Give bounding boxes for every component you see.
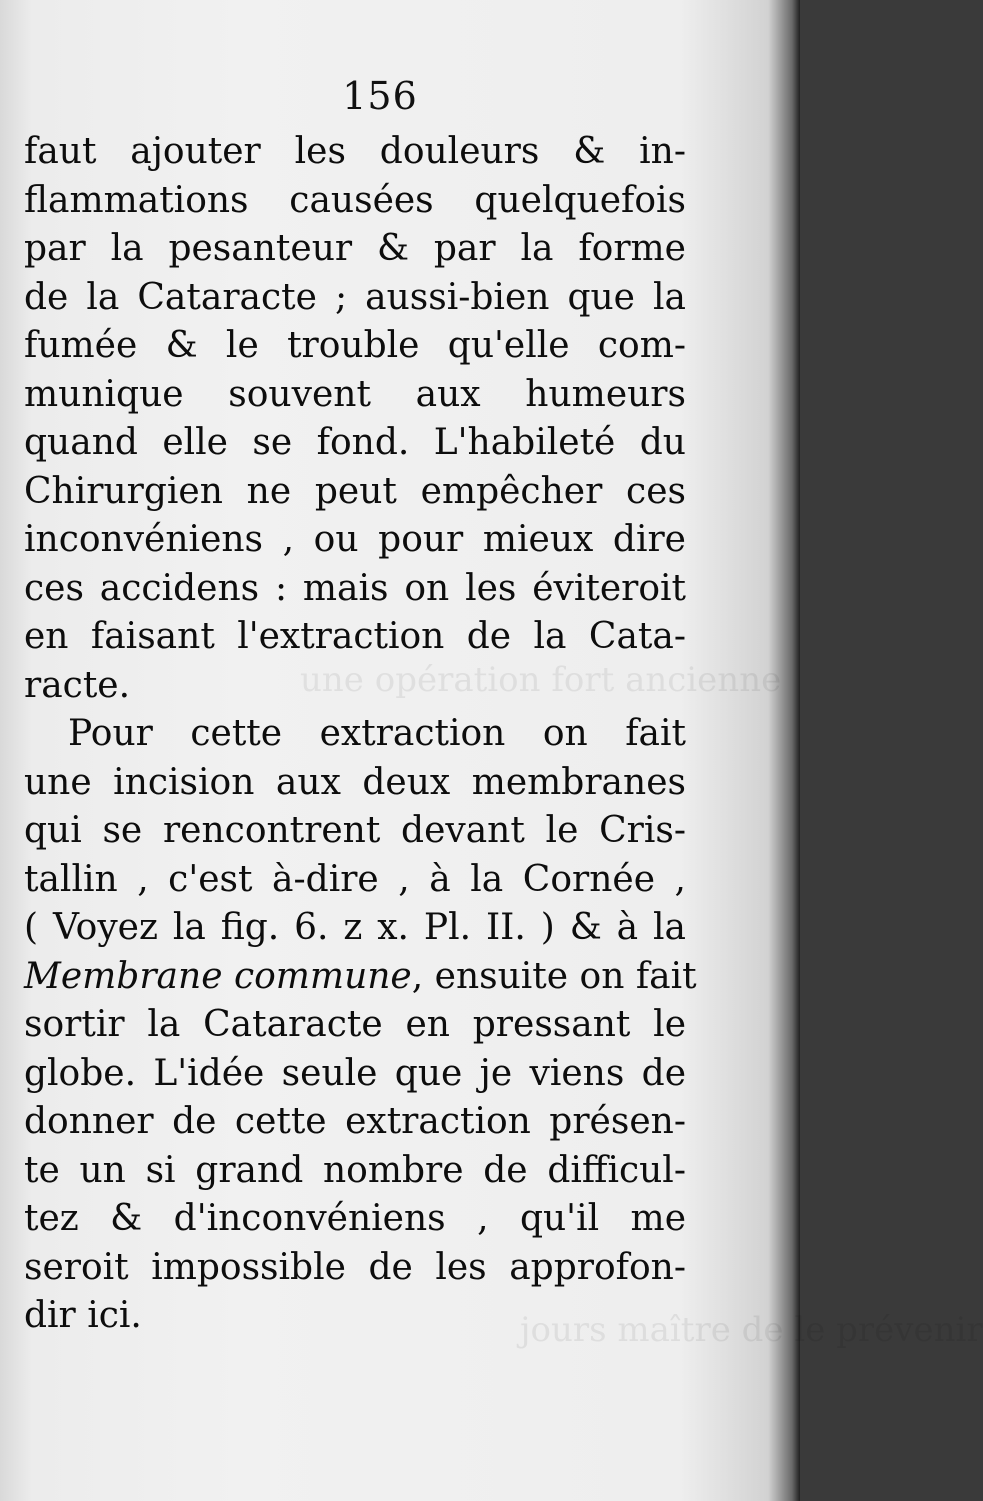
text-line: ( Voyez la fig. 6. z x. Pl. II. ) & à la bbox=[24, 907, 686, 948]
text-line: tallin , c'est à-dire , à la Cornée , bbox=[24, 858, 686, 900]
text-line: une incision aux deux membranes bbox=[24, 761, 686, 803]
show-through-text: jours maître de le prévenir bbox=[520, 1310, 983, 1350]
text-line: quand elle se fond. L'habileté du bbox=[24, 422, 686, 463]
text-line bbox=[24, 953, 697, 1002]
show-through-text: une opération fort ancienne bbox=[300, 660, 782, 700]
text-line: tez & d'inconvéniens , qu'il me bbox=[24, 1198, 686, 1239]
body-text bbox=[24, 128, 697, 1341]
italic-text: Membrane commune bbox=[24, 955, 412, 997]
text-line: inconvéniens , ou pour mieux dire bbox=[24, 519, 686, 560]
text-line: seroit impossible de les approfon- bbox=[24, 1246, 686, 1288]
text-segment: , ensuite on fait bbox=[411, 955, 697, 997]
text-line: Chirurgien ne peut empêcher ces bbox=[24, 470, 686, 512]
text-line: sortir la Cataracte en pressant le bbox=[24, 1004, 686, 1045]
text-line: munique souvent aux humeurs bbox=[24, 373, 686, 415]
text-line: en faisant l'extraction de la Cata- bbox=[24, 616, 686, 657]
text-line: racte. bbox=[24, 664, 131, 706]
text-line: globe. L'idée seule que je viens de bbox=[24, 1052, 686, 1094]
text-line: dir ici. bbox=[24, 1295, 142, 1336]
text-line: ces accidens : mais on les éviteroit bbox=[24, 567, 686, 609]
text-line: qui se rencontrent devant le Cris- bbox=[24, 810, 686, 851]
text-line: par la pesanteur & par la forme bbox=[24, 228, 686, 269]
text-line: Pour cette extraction on fait bbox=[68, 713, 686, 754]
text-line: te un si grand nombre de difficul- bbox=[24, 1149, 686, 1191]
text-line: fumée & le trouble qu'elle com- bbox=[24, 325, 686, 366]
text-line: donner de cette extraction présen- bbox=[24, 1101, 686, 1142]
text-line: faut ajouter les douleurs & in- bbox=[24, 131, 686, 172]
page-number: 156 bbox=[342, 74, 418, 118]
text-line: de la Cataracte ; aussi-bien que la bbox=[24, 276, 686, 318]
text-line: flammations causées quelquefois bbox=[24, 179, 686, 221]
